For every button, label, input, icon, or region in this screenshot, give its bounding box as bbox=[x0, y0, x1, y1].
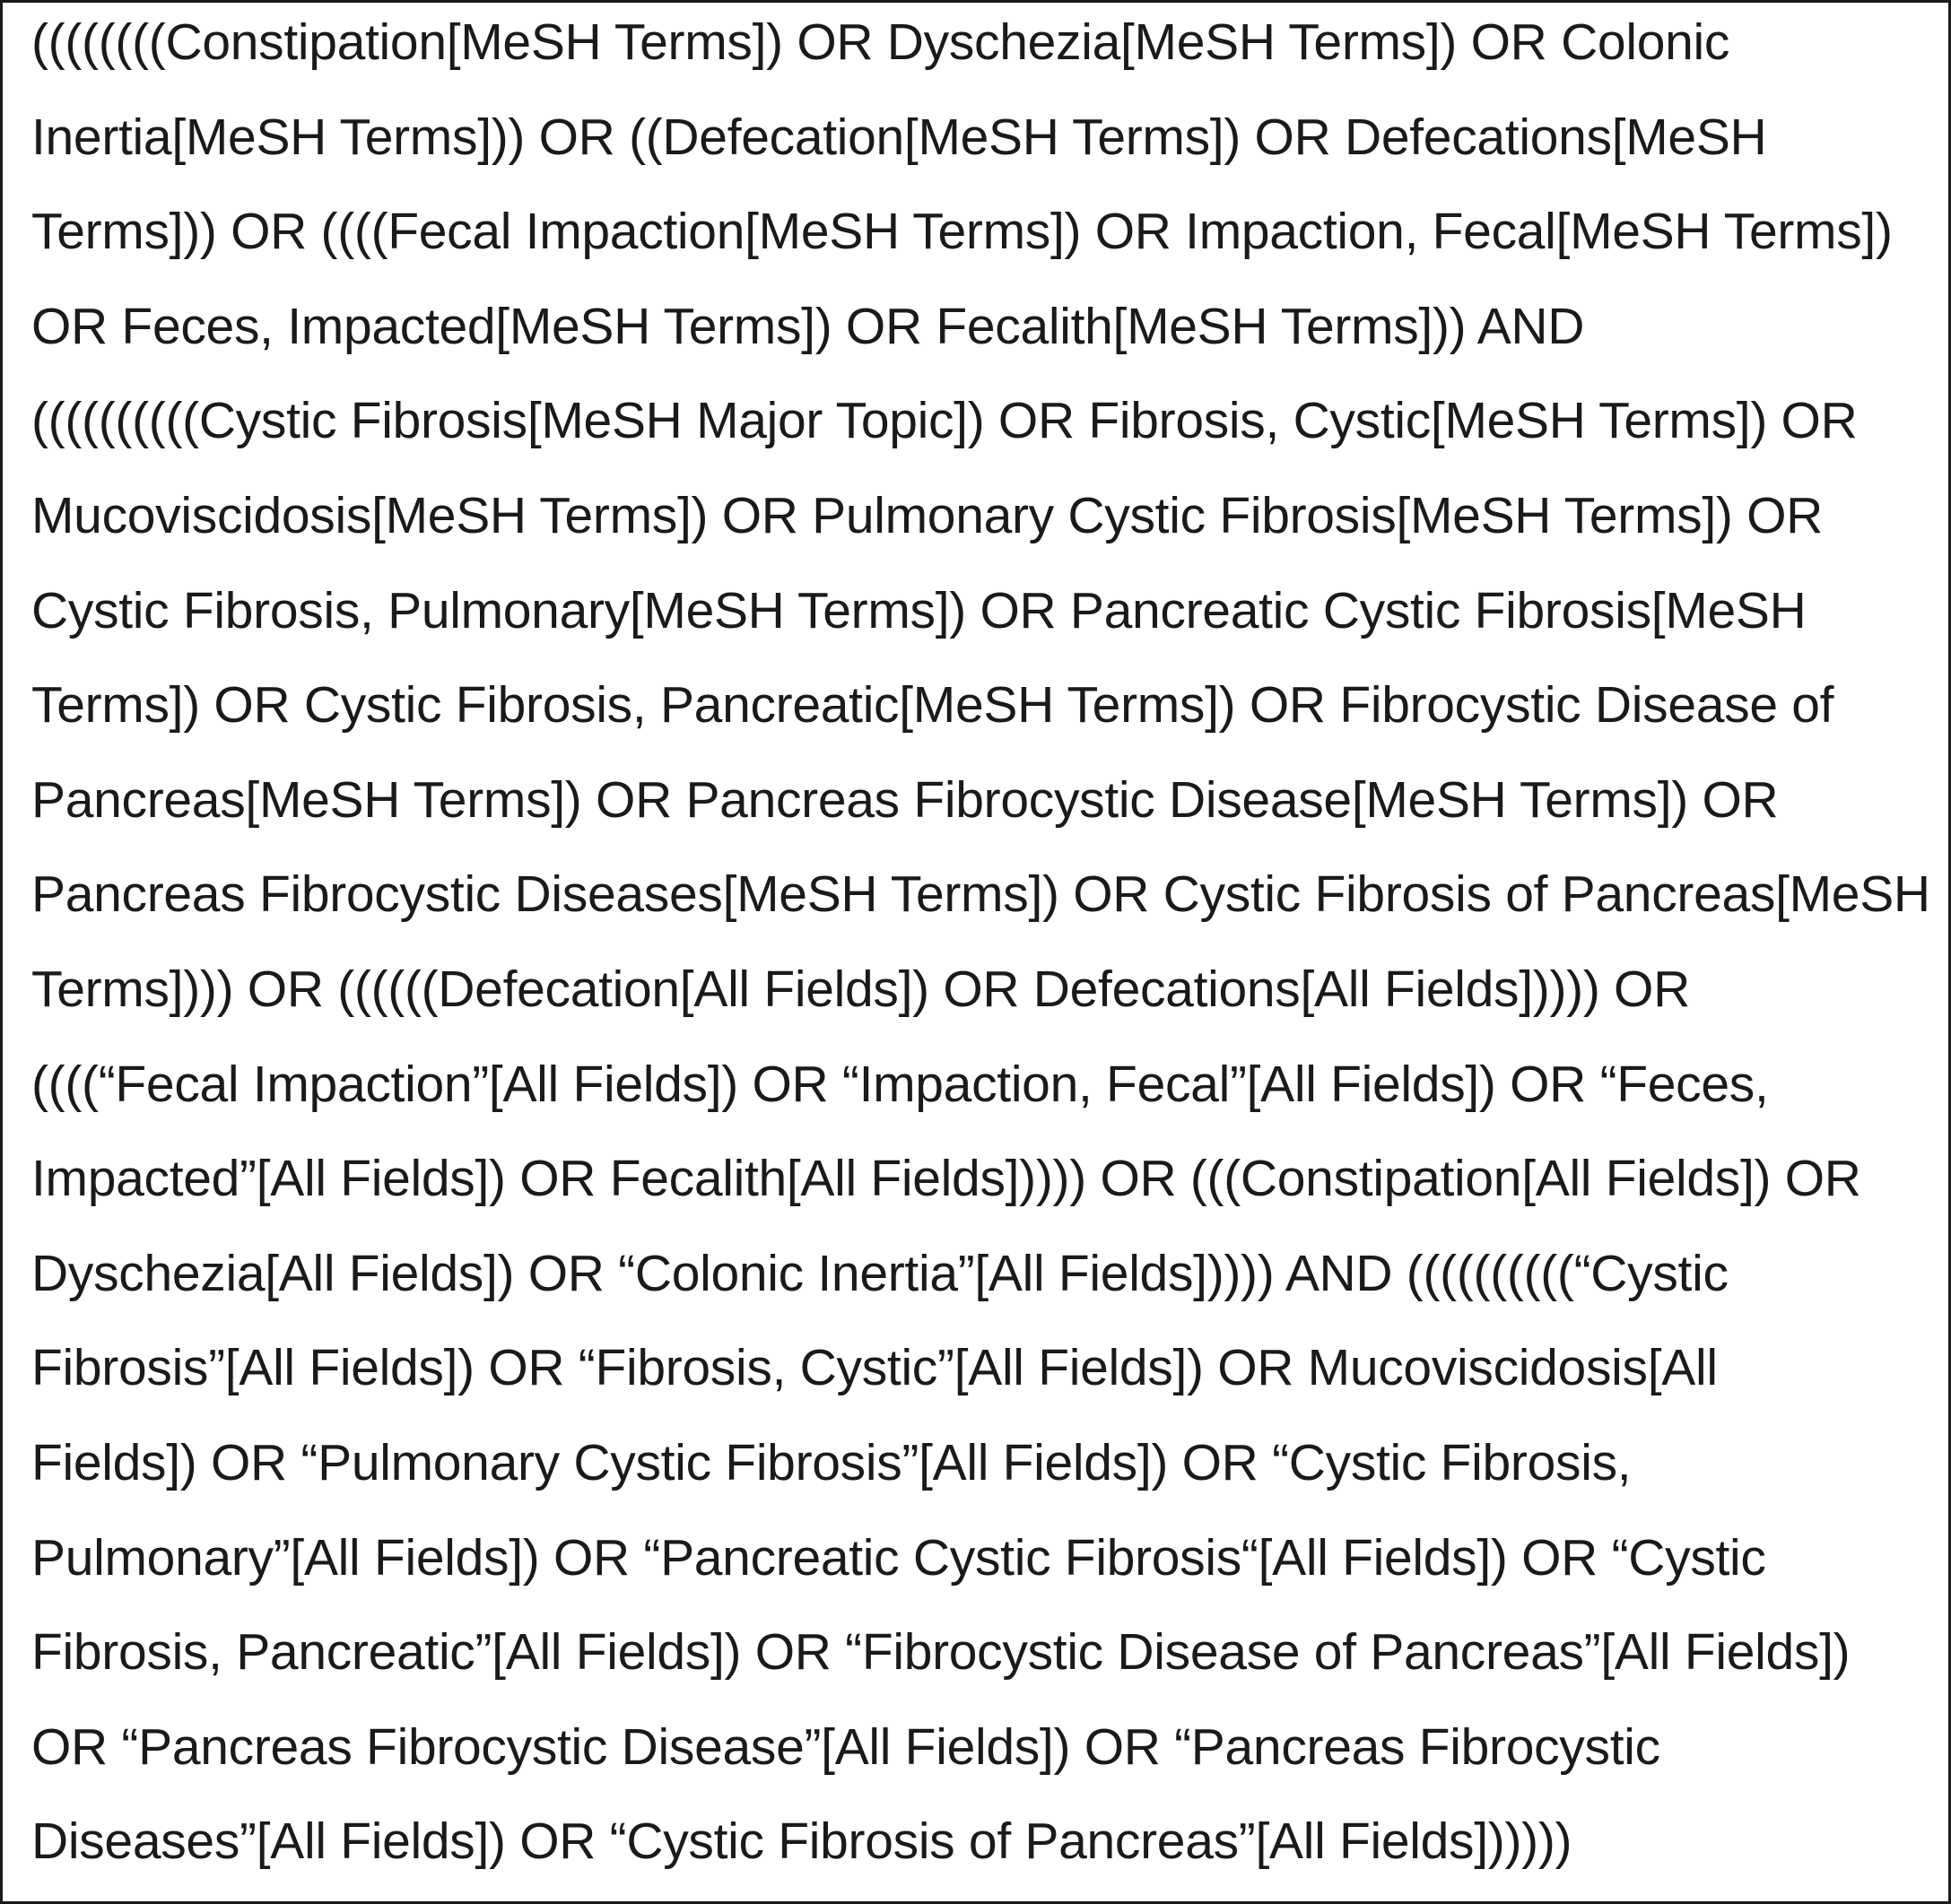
query-line-19: OR “Pancreas Fibrocystic Disease”[All Fields]) OR “Pancreas Fibrocystic bbox=[31, 1717, 1660, 1776]
query-line-1: ((((((((Constipation[MeSH Terms]) OR Dyschezia[MeSH Terms]) OR Colonic bbox=[31, 13, 1730, 71]
query-line-13: Impacted”[All Fields]) OR Fecalith[All Fields])))) OR (((Constipation[All Fields]) OR bbox=[31, 1150, 1861, 1208]
query-line-17: Pulmonary”[All Fields]) OR “Pancreatic Cystic Fibrosis“[All Fields]) OR “Cystic bbox=[31, 1528, 1766, 1587]
query-line-11: Terms]))) OR ((((((Defecation[All Fields]) OR Defecations[All Fields])))) OR bbox=[31, 960, 1690, 1018]
query-line-18: Fibrosis, Pancreatic”[All Fields]) OR “Fibrocystic Disease of Pancreas”[All Fields]) bbox=[31, 1623, 1851, 1682]
query-line-16: Fields]) OR “Pulmonary Cystic Fibrosis”[All Fields]) OR “Cystic Fibrosis, bbox=[31, 1433, 1632, 1491]
search-query-text bbox=[31, 3, 1933, 1897]
query-line-6: Mucoviscidosis[MeSH Terms]) OR Pulmonary Cystic Fibrosis[MeSH Terms]) OR bbox=[31, 486, 1823, 544]
query-line-15: Fibrosis”[All Fields]) OR “Fibrosis, Cystic”[All Fields]) OR Mucoviscidosis[All bbox=[31, 1339, 1718, 1397]
query-line-7: Cystic Fibrosis, Pulmonary[MeSH Terms]) OR Pancreatic Cystic Fibrosis[MeSH bbox=[31, 581, 1807, 639]
query-line-8: Terms]) OR Cystic Fibrosis, Pancreatic[MeSH Terms]) OR Fibrocystic Disease of bbox=[31, 676, 1834, 735]
query-line-5: ((((((((((Cystic Fibrosis[MeSH Major Topic]) OR Fibrosis, Cystic[MeSH Terms]) OR bbox=[31, 392, 1858, 450]
query-line-9: Pancreas[MeSH Terms]) OR Pancreas Fibrocystic Disease[MeSH Terms]) OR bbox=[31, 770, 1779, 829]
query-line-12: ((((“Fecal Impaction”[All Fields]) OR “Impaction, Fecal”[All Fields]) OR “Feces, bbox=[31, 1055, 1769, 1113]
query-line-4: OR Feces, Impacted[MeSH Terms]) OR Fecalith[MeSH Terms])) AND bbox=[31, 297, 1585, 355]
query-line-14: Dyschezia[All Fields]) OR “Colonic Inertia”[All Fields])))) AND ((((((((((“Cystic bbox=[31, 1244, 1729, 1302]
query-line-10: Pancreas Fibrocystic Diseases[MeSH Terms]) OR Cystic Fibrosis of Pancreas[MeSH bbox=[31, 865, 1930, 924]
query-line-3: Terms])) OR ((((Fecal Impaction[MeSH Terms]) OR Impaction, Fecal[MeSH Terms]) bbox=[31, 203, 1893, 261]
query-line-20: Diseases”[All Fields]) OR “Cystic Fibrosis of Pancreas”[All Fields]))))) bbox=[31, 1813, 1572, 1871]
query-line-2: Inertia[MeSH Terms])) OR ((Defecation[MeSH Terms]) OR Defecations[MeSH bbox=[31, 108, 1767, 166]
